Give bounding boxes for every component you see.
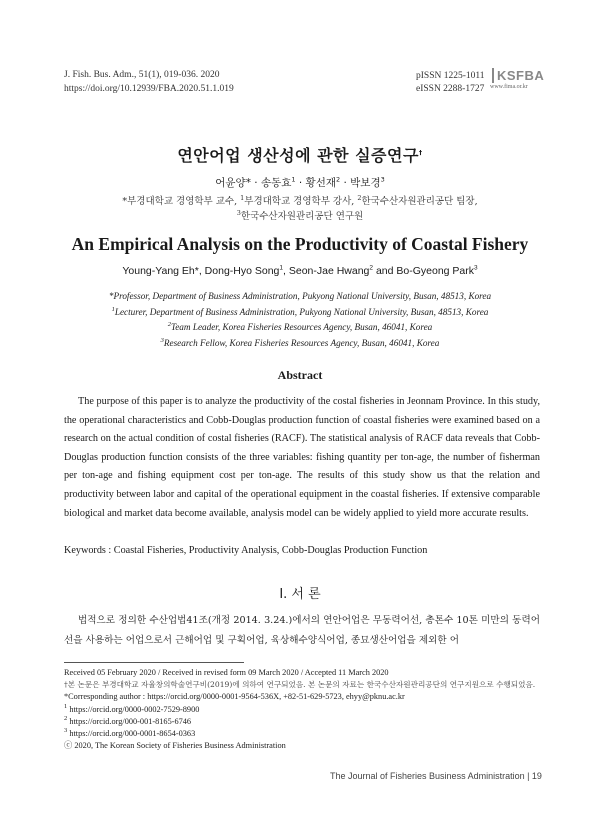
en-authors-c: and Bo-Gyeong Park: [373, 265, 475, 277]
en-affil-2: [0, 320, 600, 336]
kr-author-1: 어윤양*: [215, 177, 251, 189]
english-title: An Empirical Analysis on the Productivity of Coastal Fishery: [71, 234, 529, 254]
keywords: Keywords : Coastal Fisheries, Productivity Analysis, Cobb-Douglas Production Function: [64, 545, 428, 556]
kr-affil-sup1: 1: [240, 193, 245, 202]
en-affil-0-text: *Professor, Department of Business Administration, Pukyong National University, Busan, 48513, Korea: [108, 291, 492, 301]
kr-author-4-sup: 3: [380, 175, 385, 184]
en-sup-3: 3: [474, 264, 478, 272]
pissn: pISSN 1225-1011: [416, 71, 485, 81]
received-dates: Received 05 February 2020 / Received in revised form 09 March 2020 / Accepted 11 March 2020: [64, 668, 389, 677]
en-sup-2: 2: [369, 264, 374, 272]
orcid-3: [64, 728, 544, 740]
ksfba-logo: KSFBA: [492, 68, 544, 83]
funding-note: †본 논문은 부경대학교 자율창의학술연구비(2019)에 의하여 연구되었음. 본 논문의 자료는 한국수산자원관리공단의 연구지원으로 수행되었음.: [64, 680, 536, 690]
kr-author-3: · 황선재: [295, 177, 336, 189]
title-dagger: †: [418, 148, 423, 157]
kr-author-3-sup: 2: [336, 175, 341, 184]
en-affil-3-text: Research Fellow, Korea Fisheries Resources Agency, Busan, 46041, Korea: [163, 337, 440, 348]
orcid-2-sup: 2: [64, 715, 68, 723]
en-affil-2-sup: 2: [167, 321, 171, 329]
journal-reference: J. Fish. Bus. Adm., 51(1), 019-036. 2020: [64, 70, 220, 80]
en-authors-b: , Seon-Jae Hwang: [283, 265, 370, 277]
kr-affil-sup3: 3: [236, 208, 241, 217]
en-affil-1-sup: 1: [111, 305, 115, 313]
kr-affil-1b: 부경대학교 경영학부 강사,: [244, 196, 358, 207]
orcid-1-link[interactable]: https://orcid.org/0000-0002-7529-8900: [69, 704, 200, 714]
orcid-1: [64, 704, 544, 716]
orcid-3-sup: 3: [64, 727, 68, 735]
en-affil-3: [0, 336, 600, 352]
orcid-2-link[interactable]: https://orcid.org/000-001-8165-6746: [69, 716, 192, 726]
page-footer: The Journal of Fisheries Business Administration | 19: [330, 771, 542, 781]
society-url: www.fima.or.kr: [490, 84, 528, 90]
kr-affil-sup2: 2: [357, 193, 362, 202]
korean-authors: [0, 175, 600, 190]
en-affil-2-text: Team Leader, Korea Fisheries Resources Agency, Busan, 46041, Korea: [170, 322, 433, 333]
abstract-text: The purpose of this paper is to analyze the productivity of the costal fisheries in Jeonnam Province. In this study, the operational characteristics and Cobb-Douglas production function of coastal fisheries were examined based on a research on the actual condition of costal fisheries (RACF). The statistical analysis of RACF data reveals that Cobb-Douglas production function consists of the three variables: fishing quantity per ton-age, the number of fisherman per ton-age and fishing equipment cost per ton-age. The results of this study show us that the relation and productivity between labor and capital of the operational equipment in the coastal fisheries. If extensive comparable biological and market data become available, analysis model can be widely applied to yield more accurate results.: [64, 396, 540, 519]
footnote-divider: [64, 662, 244, 663]
en-affil-1: [0, 305, 600, 321]
eissn: eISSN 2288-1727: [416, 84, 485, 94]
issn-block: [416, 70, 485, 96]
korean-title-text: 연안어업 생산성에 관한 실증연구: [177, 146, 419, 165]
en-affil-0: [0, 289, 600, 305]
en-affil-1-text: Lecturer, Department of Business Administration, Pukyong National University, Busan, 48513, Korea: [114, 306, 489, 317]
journal-citation: [64, 68, 234, 96]
english-authors: [0, 265, 600, 277]
copyright: ⓒ 2020, The Korean Society of Fisheries Business Administration: [64, 741, 286, 751]
kr-affil-line-2: [0, 209, 600, 224]
doi-link[interactable]: https://doi.org/10.12939/FBA.2020.51.1.019: [64, 84, 234, 94]
english-affiliations: [0, 289, 600, 351]
korean-title: [0, 143, 600, 166]
section-heading: I. 서 론: [279, 587, 321, 602]
kr-affil-1a: *부경대학교 경영학부 교수,: [122, 196, 241, 207]
korean-affiliations: [0, 194, 600, 224]
section-body-text: 법적으로 정의한 수산업법41조(개정 2014. 3.24.)에서의 연안어업은 무동력어선, 총톤수 10톤 미만의 동력어선을 사용하는 어업으로서 근해어업 및 구획어업, 육상해수양식어업, 종묘생산어업을 제외한 어: [64, 615, 540, 646]
en-affil-3-sup: 3: [160, 336, 164, 344]
kr-author-4: · 박보경: [340, 177, 381, 189]
en-sup-1: 1: [279, 264, 284, 272]
kr-affil-1c: 한국수산자원관리공단 팀장,: [361, 196, 478, 207]
kr-author-2: · 송동효: [250, 177, 292, 189]
corresponding-author: *Corresponding author : https://orcid.org/0000-0001-9564-536X, +82-51-629-5723, ehyy@pknu.ac.kr: [64, 692, 405, 702]
abstract-heading: Abstract: [277, 368, 323, 382]
kr-affil-2: 한국수산자원관리공단 연구원: [240, 211, 364, 222]
footnotes: [64, 667, 544, 752]
kr-affil-line-1: [0, 194, 600, 209]
orcid-1-sup: 1: [64, 702, 68, 710]
orcid-3-link[interactable]: https://orcid.org/000-0001-8654-0363: [69, 729, 196, 739]
orcid-2: [64, 716, 544, 728]
kr-author-2-sup: 1: [291, 175, 296, 184]
en-authors-a: Young-Yang Eh*, Dong-Hyo Song: [122, 265, 280, 277]
